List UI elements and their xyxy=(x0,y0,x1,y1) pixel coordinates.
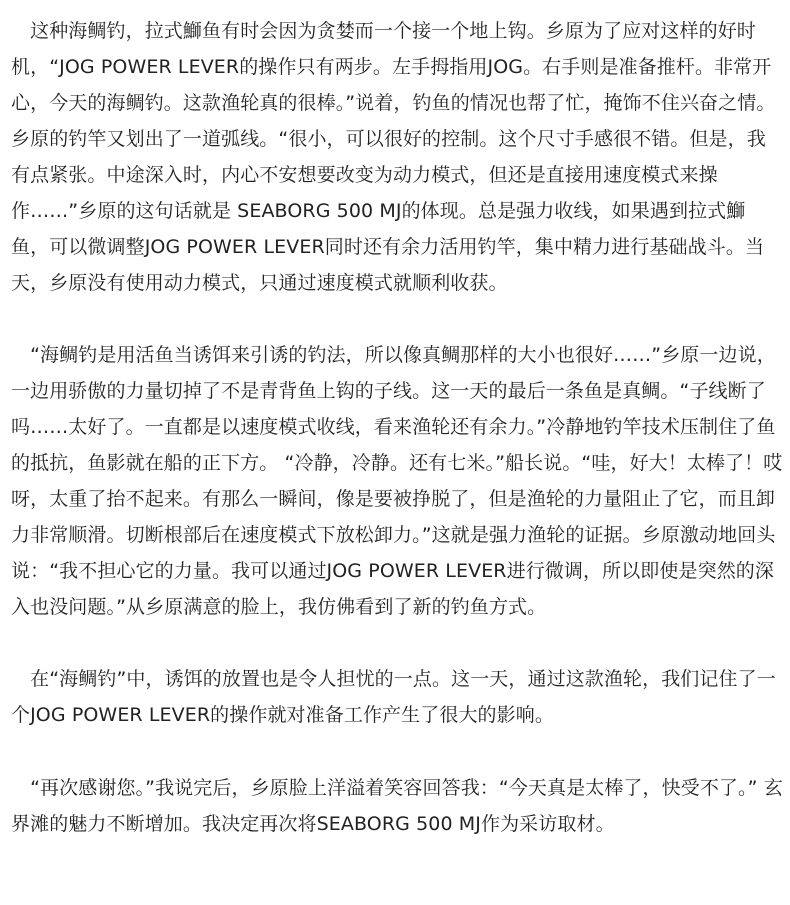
paragraph-3: 在“海鲷钓”中，诱饵的放置也是令人担忧的一点。这一天，通过这款渔轮，我们记住了一个JOG POWER LEVER的操作就对准备工作产生了很大的影响。 xyxy=(11,668,776,726)
paragraph-spacer xyxy=(11,625,783,661)
article-body xyxy=(11,13,783,842)
paragraph-2: “海鲷钓是用活鱼当诱饵来引诱的钓法，所以像真鲷那样的大小也很好……”乡原一边说，一边用骄傲的力量切掉了不是青背鱼上钩的子线。这一天的最后一条鱼是真鲷。“子线断了吗……太好了。一直都是以速度模式收线，看来渔轮还有余力。”冷静地钓竿技术压制住了鱼的抵抗，鱼影就在船的正下方。 “冷静，冷静。还有七米。”船长说。“哇，好大！太棒了！哎呀，太重了抬不起来。有那么一瞬间，像是要被挣脱了，但是渔轮的力量阻止了它，而且卸力非常顺滑。切断根部后在速度模式下放松卸力。”这就是强力渔轮的证据。乡原激动地回头说：“我不担心它的力量。我可以通过JOG POWER LEVER进行微调，所以即使是突然的深入也没问题。”从乡原满意的脸上，我仿佛看到了新的钓鱼方式。 xyxy=(11,344,783,618)
paragraph-spacer xyxy=(11,733,783,770)
paragraph-spacer xyxy=(11,301,783,337)
paragraph-1: 这种海鲷钓，拉式鰤鱼有时会因为贪婪而一个接一个地上钩。乡原为了应对这样的好时机，“JOG POWER LEVER的操作只有两步。左手拇指用JOG。右手则是准备推杆。非常开心，今天的海鲷钓。这款渔轮真的很棒。”说着，钓鱼的情况也帮了忙，掩饰不住兴奋之情。乡原的钓竿又划出了一道弧线。“很小，可以很好的控制。这个尺寸手感很不错。但是，我有点紧张。中途深入时，内心不安想要改变为动力模式，但还是直接用速度模式来操作……”乡原的这句话就是 SEABORG 500 MJ的体现。总是强力收线，如果遇到拉式鰤鱼，可以微调整JOG POWER LEVER同时还有余力活用钓竿，集中精力进行基础战斗。当天，乡原没有使用动力模式，只通过速度模式就顺利收获。 xyxy=(11,20,776,294)
paragraph-4: “再次感谢您。”我说完后，乡原脸上洋溢着笑容回答我：“今天真是太棒了，快受不了。” 玄界滩的魅力不断增加。我决定再次将SEABORG 500 MJ作为采访取材。 xyxy=(11,777,783,835)
